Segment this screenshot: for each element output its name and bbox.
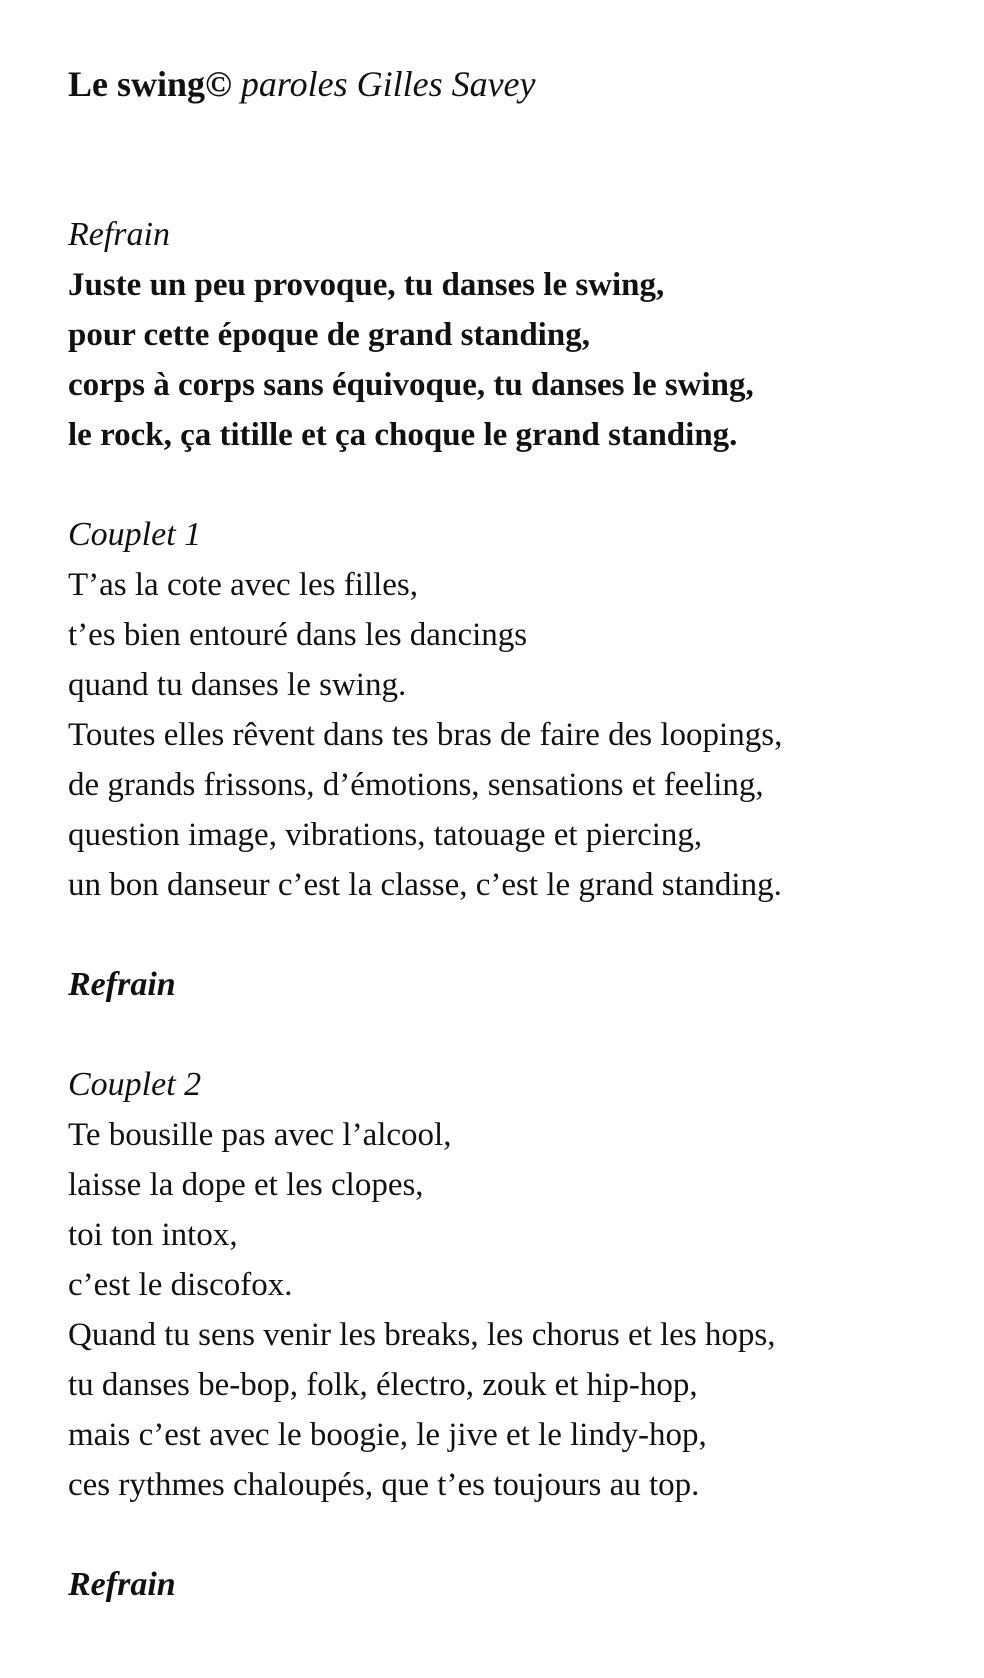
song-title-main: Le swing© <box>68 64 232 104</box>
refrain-repeat-1-section <box>68 960 968 1010</box>
couplet-1-line: quand tu danses le swing. <box>68 667 407 703</box>
couplet-1-label: Couplet 1 <box>68 516 202 553</box>
couplet-1-line: Toutes elles rêvent dans tes bras de faire des loopings, <box>68 717 783 753</box>
couplet-1-line: question image, vibrations, tatouage et piercing, <box>68 817 703 853</box>
couplet-2-line: toi ton intox, <box>68 1217 238 1253</box>
refrain-line: le rock, ça titille et ça choque le grand standing. <box>68 417 738 453</box>
couplet-2-line: tu danses be-bop, folk, électro, zouk et hip-hop, <box>68 1367 698 1403</box>
couplet-1-line: de grands frissons, d’émotions, sensations et feeling, <box>68 767 764 803</box>
spacer <box>68 460 968 510</box>
spacer <box>68 1010 968 1060</box>
refrain-repeat-label: Refrain <box>68 966 176 1003</box>
refrain-label: Refrain <box>68 216 170 253</box>
spacer <box>68 1510 968 1560</box>
refrain-repeat-2-section <box>68 1560 968 1610</box>
couplet-2-line: Quand tu sens venir les breaks, les chorus et les hops, <box>68 1317 776 1353</box>
couplet-2-line: c’est le discofox. <box>68 1267 293 1303</box>
couplet-2-line: laisse la dope et les clopes, <box>68 1167 424 1203</box>
couplet-1-line: t’es bien entouré dans les dancings <box>68 617 528 653</box>
song-title-credit: paroles Gilles Savey <box>240 64 536 104</box>
song-title <box>68 62 968 106</box>
couplet-2-line: Te bousille pas avec l’alcool, <box>68 1117 452 1153</box>
lyrics-page <box>68 62 968 1610</box>
spacer <box>68 106 968 210</box>
refrain-line: pour cette époque de grand standing, <box>68 317 590 353</box>
refrain-line: corps à corps sans équivoque, tu danses le swing, <box>68 367 754 403</box>
couplet-2-line: ces rythmes chaloupés, que t’es toujours au top. <box>68 1467 700 1503</box>
refrain-line: Juste un peu provoque, tu danses le swing, <box>68 267 665 303</box>
couplet-1-line: un bon danseur c’est la classe, c’est le grand standing. <box>68 867 782 903</box>
couplet-1-section <box>68 510 968 910</box>
couplet-2-label: Couplet 2 <box>68 1066 202 1103</box>
refrain-section <box>68 210 968 460</box>
couplet-2-line: mais c’est avec le boogie, le jive et le lindy-hop, <box>68 1417 707 1453</box>
refrain-repeat-label: Refrain <box>68 1566 176 1603</box>
couplet-1-line: T’as la cote avec les filles, <box>68 567 418 603</box>
couplet-2-section <box>68 1060 968 1510</box>
spacer <box>68 910 968 960</box>
